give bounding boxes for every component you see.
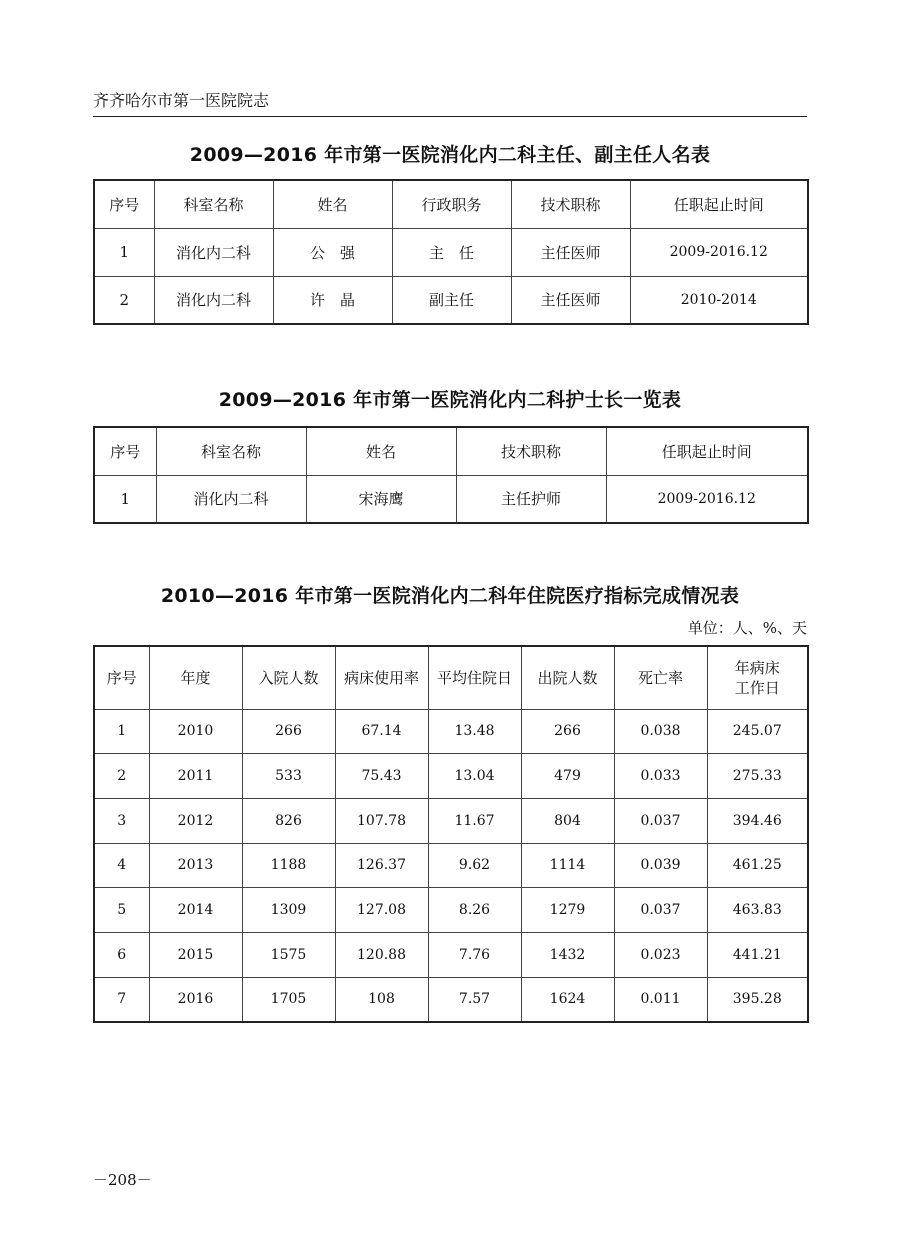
table-cell: 主 任 <box>392 228 511 276</box>
table-row <box>94 754 808 799</box>
table-cell: 804 <box>521 798 614 843</box>
table-cell: 0.038 <box>614 709 707 754</box>
table-cell: 0.011 <box>614 977 707 1022</box>
table-cell: 6 <box>94 932 149 977</box>
table-cell: 2 <box>94 754 149 799</box>
table1-header-cell: 行政职务 <box>392 180 511 228</box>
table1-header-cell: 技术职称 <box>511 180 630 228</box>
table-cell: 107.78 <box>335 798 428 843</box>
table3-header-cell: 入院人数 <box>242 646 335 709</box>
table-cell: 75.43 <box>335 754 428 799</box>
table-row <box>94 977 808 1022</box>
table-cell: 1279 <box>521 888 614 933</box>
table-cell: 1432 <box>521 932 614 977</box>
table-cell: 245.07 <box>707 709 808 754</box>
table-cell: 3 <box>94 798 149 843</box>
table-cell: 1624 <box>521 977 614 1022</box>
table-cell: 副主任 <box>392 276 511 324</box>
table-row <box>94 475 808 523</box>
table-cell: 2010-2014 <box>630 276 808 324</box>
table-cell: 1575 <box>242 932 335 977</box>
table-cell: 13.04 <box>428 754 521 799</box>
table-cell: 826 <box>242 798 335 843</box>
table-cell: 8.26 <box>428 888 521 933</box>
table-cell: 5 <box>94 888 149 933</box>
table-cell: 479 <box>521 754 614 799</box>
table-cell: 108 <box>335 977 428 1022</box>
table2-title: 2009—2016 年市第一医院消化内二科护士长一览表 <box>218 389 682 411</box>
table2-header-cell: 序号 <box>94 427 156 475</box>
table-cell: 0.039 <box>614 843 707 888</box>
table3-header-cell: 死亡率 <box>614 646 707 709</box>
table3-header-cell: 出院人数 <box>521 646 614 709</box>
table-row <box>94 709 808 754</box>
table1-header-cell: 序号 <box>94 180 154 228</box>
table3-header-cell: 病床使用率 <box>335 646 428 709</box>
table1-header-row <box>94 180 808 228</box>
table-cell: 2009-2016.12 <box>630 228 808 276</box>
table-cell: 宋海鹰 <box>306 475 456 523</box>
table-cell: 2014 <box>149 888 242 933</box>
table-cell: 2012 <box>149 798 242 843</box>
table1-directors <box>93 179 809 325</box>
table3-header-cell: 年病床 工作日 <box>707 646 808 709</box>
table-cell: 11.67 <box>428 798 521 843</box>
table-cell: 消化内二科 <box>154 228 273 276</box>
table2-header-cell: 科室名称 <box>156 427 306 475</box>
table-cell: 395.28 <box>707 977 808 1022</box>
table2-header-cell: 技术职称 <box>456 427 606 475</box>
table-cell: 消化内二科 <box>154 276 273 324</box>
table3-inpatient-indicators <box>93 645 809 1023</box>
table3-header-cell: 平均住院日 <box>428 646 521 709</box>
table-row <box>94 228 808 276</box>
table-cell: 13.48 <box>428 709 521 754</box>
table-cell: 消化内二科 <box>156 475 306 523</box>
table-cell: 7.57 <box>428 977 521 1022</box>
table-cell: 0.037 <box>614 798 707 843</box>
table-cell: 2 <box>94 276 154 324</box>
table3-header-cell: 序号 <box>94 646 149 709</box>
table-cell: 9.62 <box>428 843 521 888</box>
table-cell: 2015 <box>149 932 242 977</box>
table-cell: 2016 <box>149 977 242 1022</box>
table-cell: 主任护师 <box>456 475 606 523</box>
table-cell: 394.46 <box>707 798 808 843</box>
table-cell: 1309 <box>242 888 335 933</box>
page-number: －208－ <box>93 1171 152 1189</box>
table-cell: 1 <box>94 228 154 276</box>
table-cell: 2011 <box>149 754 242 799</box>
table-row <box>94 932 808 977</box>
running-head: 齐齐哈尔市第一医院院志 <box>93 91 270 110</box>
table-cell: 7 <box>94 977 149 1022</box>
table-row <box>94 798 808 843</box>
table-cell: 2010 <box>149 709 242 754</box>
table-cell: 7.76 <box>428 932 521 977</box>
table-cell: 4 <box>94 843 149 888</box>
table-cell: 266 <box>242 709 335 754</box>
table3-header-row <box>94 646 808 709</box>
table-cell: 许 晶 <box>273 276 392 324</box>
table-cell: 126.37 <box>335 843 428 888</box>
table-cell: 1705 <box>242 977 335 1022</box>
table-cell: 1 <box>94 709 149 754</box>
table-cell: 67.14 <box>335 709 428 754</box>
table2-header-cell: 姓名 <box>306 427 456 475</box>
table-cell: 441.21 <box>707 932 808 977</box>
table2-header-row <box>94 427 808 475</box>
table3-header-cell: 年度 <box>149 646 242 709</box>
table-row <box>94 276 808 324</box>
table2-header-cell: 任职起止时间 <box>606 427 808 475</box>
table-cell: 266 <box>521 709 614 754</box>
table-cell: 463.83 <box>707 888 808 933</box>
table-row <box>94 888 808 933</box>
table-cell: 1 <box>94 475 156 523</box>
table3-title: 2010—2016 年市第一医院消化内二科年住院医疗指标完成情况表 <box>160 585 740 607</box>
table-cell: 120.88 <box>335 932 428 977</box>
table-cell: 275.33 <box>707 754 808 799</box>
table-cell: 主任医师 <box>511 228 630 276</box>
table-cell: 0.037 <box>614 888 707 933</box>
table2-head-nurses <box>93 426 809 524</box>
table-cell: 533 <box>242 754 335 799</box>
unit-note: 单位：人、%、天 <box>687 619 807 637</box>
table-cell: 主任医师 <box>511 276 630 324</box>
table-cell: 0.033 <box>614 754 707 799</box>
table-cell: 公 强 <box>273 228 392 276</box>
table-cell: 2009-2016.12 <box>606 475 808 523</box>
table1-header-cell: 科室名称 <box>154 180 273 228</box>
table-cell: 1188 <box>242 843 335 888</box>
table-cell: 461.25 <box>707 843 808 888</box>
table1-header-cell: 姓名 <box>273 180 392 228</box>
table-cell: 127.08 <box>335 888 428 933</box>
table-cell: 1114 <box>521 843 614 888</box>
table-cell: 0.023 <box>614 932 707 977</box>
header-divider <box>93 116 807 117</box>
table1-title: 2009—2016 年市第一医院消化内二科主任、副主任人名表 <box>189 144 711 166</box>
table-row <box>94 843 808 888</box>
table1-header-cell: 任职起止时间 <box>630 180 808 228</box>
table-cell: 2013 <box>149 843 242 888</box>
